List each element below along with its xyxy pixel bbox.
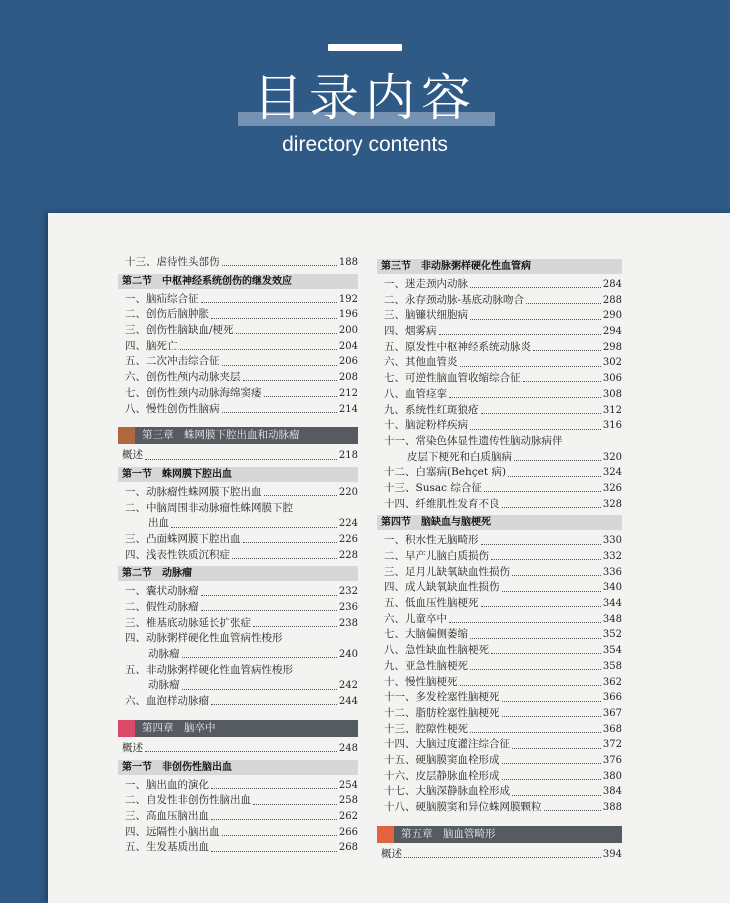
decorative-line [328, 44, 402, 51]
toc-entry [377, 549, 622, 565]
toc-entry [377, 387, 622, 403]
toc-page-number: 242 [338, 680, 358, 692]
chapter-overview-entry [377, 847, 622, 863]
toc-entry-label: 六、其他血管炎 [384, 356, 458, 369]
toc-leader-dots [182, 689, 337, 690]
toc-leader-dots [502, 716, 601, 717]
toc-page-number: 288 [602, 294, 622, 306]
toc-entry [118, 354, 358, 370]
toc-leader-dots [470, 638, 601, 639]
toc-entry [377, 596, 622, 612]
toc-entry-label: 出血 [148, 517, 169, 530]
toc-leader-dots [502, 701, 601, 702]
toc-entry [377, 675, 622, 691]
toc-page-number: 372 [602, 739, 622, 751]
toc-entry-label: 十三、虐待性头部伤 [125, 256, 220, 268]
toc-entry [377, 737, 622, 753]
toc-leader-dots [404, 857, 601, 858]
toc-leader-dots [508, 476, 601, 477]
toc-entry [377, 800, 622, 816]
toc-leader-dots [491, 653, 601, 654]
toc-page-number: 262 [338, 810, 358, 822]
toc-leader-dots [502, 507, 601, 508]
toc-entry-label: 八、血管痉挛 [384, 387, 447, 400]
toc-entry-label: 十四、纤维肌性发育不良 [384, 497, 500, 510]
toc-entry-label: 十、脑淀粉样疾病 [384, 419, 468, 432]
toc-entry-label: 四、成人缺氧缺血性损伤 [384, 581, 500, 594]
toc-page-number: 340 [602, 582, 622, 594]
toc-page-number: 308 [602, 388, 622, 400]
toc-entry [377, 481, 622, 497]
toc-leader-dots [236, 333, 337, 334]
toc-entry-label: 五、二次冲击综合征 [125, 355, 220, 368]
toc-leader-dots [481, 413, 601, 414]
toc-entry [377, 753, 622, 769]
toc-entry-label: 四、烟雾病 [384, 325, 437, 338]
toc-leader-dots [449, 397, 601, 398]
toc-entry-label: 九、系统性红斑狼疮 [384, 403, 479, 416]
toc-entry [377, 706, 622, 722]
toc-entry-label: 七、创伤性颈内动脉海绵窦瘘 [125, 386, 262, 399]
toc-page-number: 332 [602, 551, 622, 562]
toc-entry-label: 五、原发性中枢神经系统动脉炎 [384, 340, 531, 353]
toc-entry-label: 八、急性缺血性脑梗死 [384, 644, 489, 657]
toc-entry [118, 793, 358, 809]
toc-entry-label: 十三、Susac 综合征 [384, 481, 482, 494]
toc-entry-label: 概述 [122, 449, 143, 462]
toc-entry-label: 十二、脂肪栓塞性脑梗死 [384, 706, 500, 719]
toc-page-number: 294 [602, 326, 622, 338]
toc-entry [377, 308, 622, 324]
toc-entry-label: 概述 [381, 847, 402, 860]
toc-entry [377, 627, 622, 643]
toc-entry [118, 647, 358, 663]
toc-page-number: 320 [602, 451, 622, 463]
toc-page-number: 284 [602, 279, 622, 290]
toc-leader-dots [211, 788, 337, 789]
toc-entry-label: 六、创伤性颅内动脉夹层 [125, 371, 241, 384]
toc-page-number: 214 [338, 403, 358, 415]
toc-entry-label: 四、浅表性铁质沉积症 [125, 548, 230, 561]
toc-page-number: 232 [338, 586, 358, 598]
toc-page-number: 344 [602, 598, 622, 610]
toc-entry-label: 皮层下梗死和白质脑病 [407, 450, 512, 463]
toc-entry-label: 四、动脉粥样硬化性血管病性梭形 [125, 632, 283, 645]
toc-page-number: 326 [602, 482, 622, 494]
toc-entry [377, 293, 622, 309]
toc-page-number: 248 [338, 742, 358, 754]
toc-entry [118, 402, 358, 418]
toc-entry-label: 五、生发基质出血 [125, 841, 209, 854]
toc-leader-dots [243, 542, 337, 543]
toc-leader-dots [460, 366, 601, 367]
toc-leader-dots [526, 303, 601, 304]
toc-entry-label: 一、囊状动脉瘤 [125, 585, 199, 598]
toc-leader-dots [222, 412, 337, 413]
page-subtitle: directory contents [282, 133, 448, 156]
toc-page-number: 330 [602, 535, 622, 547]
toc-page-number: 208 [338, 372, 358, 384]
section-heading: 第二节 中枢神经系统创伤的继发效应 [118, 274, 358, 289]
toc-entry [377, 769, 622, 785]
toc-entry [118, 600, 358, 616]
toc-page-number: 352 [602, 629, 622, 641]
toc-entry-label: 一、脑出血的演化 [125, 778, 209, 791]
toc-entry [118, 501, 358, 517]
toc-leader-dots [514, 460, 601, 461]
toc-leader-dots [512, 575, 601, 576]
toc-page-number: 380 [602, 770, 622, 782]
toc-leader-dots [180, 349, 337, 350]
toc-leader-dots [201, 595, 337, 596]
toc-entry-label: 动脉瘤 [148, 679, 180, 692]
toc-page-number: 367 [602, 707, 622, 719]
section-heading: 第二节 动脉瘤 [118, 566, 358, 581]
toc-page-number: 336 [602, 566, 622, 578]
section-heading: 第三节 非动脉粥样硬化性血管病 [377, 259, 622, 274]
toc-page-number: 236 [338, 602, 358, 613]
toc-entry-label: 八、慢性创伤性脑病 [125, 402, 220, 415]
toc-leader-dots [470, 287, 601, 288]
toc-left-column [118, 255, 358, 856]
toc-entry-label: 三、脑镰状细胞病 [384, 309, 468, 322]
toc-page-number: 200 [338, 325, 358, 337]
toc-entry [377, 324, 622, 340]
toc-entry [118, 825, 358, 841]
toc-page-number: 266 [338, 826, 358, 838]
toc-page-number: 228 [338, 549, 358, 561]
toc-page-number: 238 [338, 617, 358, 629]
toc-leader-dots [222, 265, 337, 266]
toc-leader-dots [481, 606, 601, 607]
toc-entry [377, 355, 622, 371]
toc-entry-label: 十一、多发栓塞性脑梗死 [384, 691, 500, 704]
toc-entry-label: 二、永存颈动脉-基底动脉吻合 [384, 293, 525, 306]
toc-leader-dots [512, 795, 601, 796]
toc-entry-label: 四、脑死亡 [125, 339, 178, 352]
toc-entry [118, 694, 358, 710]
toc-entry [118, 339, 358, 355]
toc-entry-label: 六、儿童卒中 [384, 612, 447, 625]
chapter-title: 第五章 脑血管畸形 [401, 827, 496, 840]
toc-page-number: 366 [602, 692, 622, 704]
toc-leader-dots [211, 318, 337, 319]
toc-entry [118, 840, 358, 856]
toc-page-number: 358 [602, 660, 622, 672]
toc-page-number: 298 [602, 341, 622, 353]
toc-entry [377, 277, 622, 293]
toc-entry-label: 四、远隔性小脑出血 [125, 825, 220, 838]
toc-leader-dots [201, 302, 337, 303]
toc-entry [377, 497, 622, 513]
toc-leader-dots [533, 350, 601, 351]
toc-entry-label: 十、慢性脑梗死 [384, 675, 458, 688]
toc-entry-label: 三、高血压脑出血 [125, 809, 209, 822]
toc-entry [377, 434, 622, 450]
toc-entry-label: 九、亚急性脑梗死 [384, 659, 468, 672]
toc-leader-dots [523, 381, 601, 382]
chapter-title: 第四章 脑卒中 [142, 721, 216, 734]
toc-entry-label: 十七、大脑深静脉血栓形成 [384, 785, 510, 798]
toc-entry [377, 565, 622, 581]
toc-page-number: 388 [602, 802, 622, 813]
chapter-color-mark [377, 826, 394, 843]
toc-entry [118, 809, 358, 825]
toc-page-number: 212 [338, 387, 358, 399]
toc-entry [377, 612, 622, 628]
toc-page-number: 258 [338, 795, 358, 807]
toc-leader-dots [145, 459, 337, 460]
toc-entry-label: 二、创伤后脑肿胀 [125, 308, 209, 321]
toc-entry [118, 323, 358, 339]
toc-entry [118, 663, 358, 679]
toc-page-number: 362 [602, 676, 622, 688]
toc-page-number: 268 [338, 842, 358, 854]
toc-entry-label: 十二、白塞病(Behçet 病) [384, 466, 507, 479]
toc-entry [377, 371, 622, 387]
toc-entry-label: 六、血泡样动脉瘤 [125, 695, 209, 708]
toc-leader-dots [502, 763, 601, 764]
toc-leader-dots [182, 657, 337, 658]
chapter-overview-entry [118, 448, 358, 464]
toc-entry-label: 二、早产儿脑白质损伤 [384, 550, 489, 562]
toc-page-number: 368 [602, 723, 622, 735]
toc-entry-label: 三、凸面蛛网膜下腔出血 [125, 532, 241, 545]
toc-entry-label: 二、自发性非创伤性脑出血 [125, 794, 251, 807]
toc-page-number: 192 [338, 293, 358, 305]
toc-entry-label: 十八、硬脑膜窦和异位蛛网膜颗粒 [384, 801, 542, 813]
toc-entry-label: 七、可逆性脑血管收缩综合征 [384, 372, 521, 385]
toc-page-number: 290 [602, 310, 622, 322]
toc-entry-label: 五、低血压性脑梗死 [384, 597, 479, 610]
chapter-overview-entry [118, 741, 358, 757]
toc-entry-label: 十五、硬脑膜窦血栓形成 [384, 753, 500, 766]
toc-page-number: 324 [602, 467, 622, 479]
toc-leader-dots [222, 835, 337, 836]
toc-entry-label: 一、迷走颈内动脉 [384, 278, 468, 290]
toc-entry [377, 465, 622, 481]
toc-leader-dots [491, 559, 601, 560]
toc-entry-label: 动脉瘤 [148, 648, 180, 661]
toc-leader-dots [470, 669, 601, 670]
toc-leader-dots [171, 527, 337, 528]
toc-entry [118, 548, 358, 564]
toc-page-number: 376 [602, 754, 622, 766]
toc-page-number: 354 [602, 645, 622, 657]
toc-page-number: 348 [602, 613, 622, 625]
toc-leader-dots [449, 622, 601, 623]
toc-entry-label: 十六、皮层静脉血栓形成 [384, 769, 500, 782]
toc-leader-dots [145, 751, 337, 752]
toc-entry [377, 643, 622, 659]
toc-entry [377, 418, 622, 434]
toc-leader-dots [264, 396, 337, 397]
toc-entry-label: 二、假性动脉瘤 [125, 601, 199, 613]
toc-page-number: 384 [602, 786, 622, 798]
toc-entry [118, 292, 358, 308]
toc-leader-dots [502, 591, 601, 592]
toc-right-column [377, 256, 622, 862]
toc-page-number: 226 [338, 533, 358, 545]
toc-entry [118, 631, 358, 647]
section-heading: 第一节 蛛网膜下腔出血 [118, 467, 358, 482]
toc-leader-dots [544, 810, 601, 811]
toc-leader-dots [211, 851, 337, 852]
toc-leader-dots [253, 804, 337, 805]
section-heading: 第一节 非创伤性脑出血 [118, 760, 358, 775]
toc-leader-dots [211, 819, 337, 820]
toc-leader-dots [243, 380, 337, 381]
toc-entry [118, 516, 358, 532]
toc-entry [377, 722, 622, 738]
chapter-heading [118, 720, 358, 737]
toc-entry [118, 532, 358, 548]
toc-leader-dots [222, 365, 337, 366]
toc-entry-label: 五、非动脉粥样硬化性血管病性梭形 [125, 663, 293, 676]
toc-page-number: 244 [338, 696, 358, 708]
toc-entry [377, 580, 622, 596]
toc-leader-dots [470, 732, 601, 733]
toc-entry-label: 三、椎基底动脉延长扩张症 [125, 616, 251, 629]
toc-page-number: 254 [338, 779, 358, 791]
toc-entry-label: 七、大脑偏侧萎缩 [384, 628, 468, 641]
toc-leader-dots [439, 334, 601, 335]
toc-entry [118, 485, 358, 501]
toc-leader-dots [481, 544, 601, 545]
toc-entry [377, 690, 622, 706]
toc-leader-dots [264, 495, 337, 496]
toc-page-number: 316 [602, 420, 622, 432]
toc-entry [377, 533, 622, 549]
toc-page-number: 328 [602, 498, 622, 510]
toc-entry-label: 一、动脉瘤性蛛网膜下腔出血 [125, 485, 262, 498]
toc-leader-dots [502, 779, 601, 780]
section-heading: 第四节 脑缺血与脑梗死 [377, 515, 622, 530]
toc-entry [118, 616, 358, 632]
toc-entry-label: 概述 [122, 741, 143, 754]
toc-page-number: 240 [338, 649, 358, 661]
toc-page-number: 206 [338, 356, 358, 368]
toc-entry-label: 一、积水性无脑畸形 [384, 534, 479, 547]
chapter-heading [377, 826, 622, 843]
toc-page-number: 302 [602, 357, 622, 369]
toc-entry [118, 778, 358, 794]
toc-leader-dots [470, 319, 601, 320]
toc-entry-label: 一、脑疝综合征 [125, 292, 199, 305]
toc-page-number: 220 [338, 486, 358, 498]
header-banner [0, 0, 730, 215]
toc-entry-label: 十一、常染色体显性遗传性脑动脉病伴 [384, 434, 563, 447]
toc-leader-dots [201, 610, 337, 611]
toc-entry [118, 678, 358, 694]
toc-page-number: 312 [602, 404, 622, 416]
toc-page-number: 188 [338, 257, 358, 268]
toc-entry [377, 403, 622, 419]
toc-leader-dots [211, 704, 337, 705]
toc-entry [118, 307, 358, 323]
toc-page-number: 306 [602, 373, 622, 385]
toc-entry [377, 340, 622, 356]
toc-leader-dots [484, 491, 601, 492]
toc-page-number: 224 [338, 518, 358, 530]
toc-page-number: 394 [602, 848, 622, 860]
chapter-color-mark [118, 720, 135, 737]
toc-leader-dots [232, 558, 337, 559]
chapter-color-mark [118, 427, 135, 444]
chapter-heading [118, 427, 358, 444]
toc-entry [118, 370, 358, 386]
toc-page-number: 204 [338, 340, 358, 352]
toc-entry-label: 十三、腔隙性梗死 [384, 722, 468, 735]
toc-leader-dots [470, 429, 601, 430]
toc-page-number: 196 [338, 309, 358, 321]
toc-entry [377, 450, 622, 466]
toc-entry [118, 584, 358, 600]
toc-entry [118, 255, 358, 271]
chapter-title: 第三章 蛛网膜下腔出血和动脉瘤 [142, 429, 300, 442]
toc-entry [377, 784, 622, 800]
toc-page-number: 218 [338, 450, 358, 462]
toc-leader-dots [460, 685, 601, 686]
toc-leader-dots [512, 748, 601, 749]
toc-entry [377, 659, 622, 675]
toc-leader-dots [253, 626, 337, 627]
toc-entry-label: 三、创伤性脑缺血/梗死 [125, 324, 234, 337]
toc-entry-label: 三、足月儿缺氧缺血性损伤 [384, 565, 510, 578]
page-title: 目录内容 [253, 69, 477, 127]
toc-entry-label: 二、中脑周围非动脉瘤性蛛网膜下腔 [125, 501, 293, 514]
toc-entry [118, 386, 358, 402]
toc-entry-label: 十四、大脑过度灌注综合征 [384, 738, 510, 751]
